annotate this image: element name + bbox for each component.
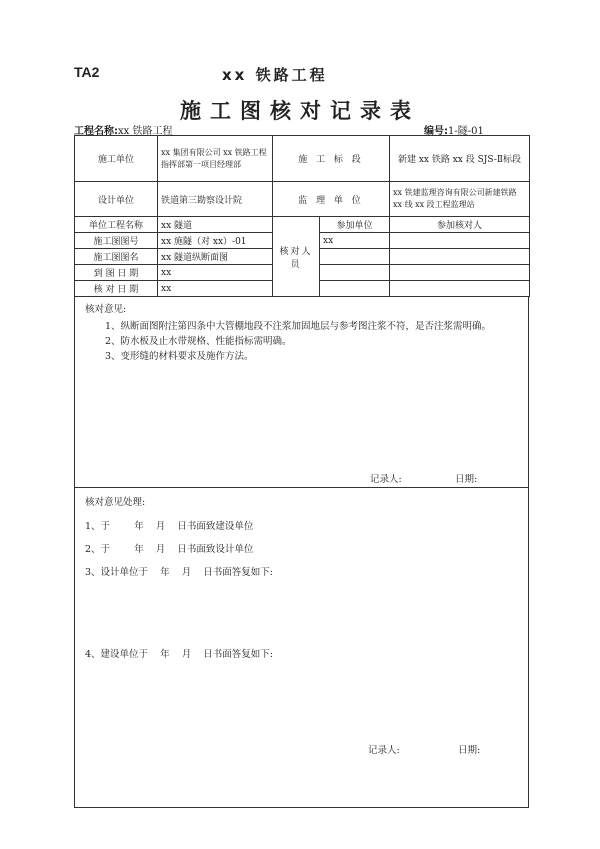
participant-person-2: [390, 249, 530, 265]
opinion-date-label: 日期:: [455, 474, 478, 485]
drawing-name-label: 施工图图名: [75, 249, 158, 265]
project-name-label: 工程名称:: [74, 126, 118, 137]
participant-person-4: [390, 281, 530, 297]
drawing-no-label: 施工图图号: [75, 233, 158, 249]
design-unit-label: 设计单位: [75, 182, 158, 217]
form-code: TA2: [74, 64, 100, 80]
opinion-item-1: 1、纵断面图附注第四条中大管棚地段不注浆加固地层与参考图注浆不符，是否注浆需明确。: [105, 321, 492, 332]
unit-project-value: xx 隧道: [158, 217, 273, 233]
section-label: 施 工 标 段: [273, 136, 390, 182]
participant-person-1: [390, 233, 530, 249]
handling-line-4: 4、建设单位于 年 月 日书面答复如下:: [85, 649, 273, 660]
arrival-date-value: xx: [158, 265, 273, 281]
drawing-name-value: xx 隧道纵断面图: [158, 249, 273, 265]
unit-project-label: 单位工程名称: [75, 217, 158, 233]
opinion-section: [74, 296, 529, 488]
project-title: xx 铁路工程: [222, 66, 328, 84]
supervision-value: xx 铁建监理咨询有限公司新建铁路 xx 线 xx 段工程监理站: [390, 182, 530, 217]
opinion-heading: 核对意见:: [85, 304, 127, 315]
handling-line-2: 2、于 年 月 日书面致设计单位: [85, 544, 254, 555]
participant-person-3: [390, 265, 530, 281]
opinion-recorder-label: 记录人:: [370, 474, 402, 485]
arrival-date-label: 到 图 日 期: [75, 265, 158, 281]
doc-no-label: 编号:: [424, 126, 448, 137]
handling-recorder-label: 记录人:: [368, 745, 400, 756]
design-unit-value: 铁道第三勘察设计院: [158, 182, 273, 217]
opinion-item-3: 3、变形缝的材料要求及施作方法。: [105, 351, 254, 362]
participant-unit-4: [320, 281, 390, 297]
handling-heading: 核对意见处理:: [85, 497, 146, 508]
supervision-label: 监 理 单 位: [273, 182, 390, 217]
opinion-item-2: 2、防水板及止水带规格、性能指标需明确。: [105, 336, 292, 347]
handling-line-1: 1、于 年 月 日书面致建设单位: [85, 521, 254, 532]
participant-unit-label: 参加单位: [320, 217, 390, 233]
handling-line-3: 3、设计单位于 年 月 日书面答复如下:: [85, 567, 273, 578]
participant-unit-1: xx: [320, 233, 390, 249]
check-date-label: 核 对 日 期: [75, 281, 158, 297]
check-date-value: xx: [158, 281, 273, 297]
form-title: 施工图核对记录表: [180, 99, 420, 123]
handling-section: [74, 487, 529, 808]
handling-date-label: 日期:: [458, 745, 481, 756]
info-table: [74, 135, 530, 297]
doc-no-value: 1-隧-01: [448, 126, 484, 137]
section-value: 新建 xx 铁路 xx 段 SJS-Ⅱ标段: [390, 136, 530, 182]
drawing-no-value: xx 施隧（对 xx）-01: [158, 233, 273, 249]
participant-unit-2: [320, 249, 390, 265]
participant-unit-3: [320, 265, 390, 281]
checker-label: 核对人员: [273, 217, 320, 297]
construction-unit-label: 施工单位: [75, 136, 158, 182]
participant-person-label: 参加核对人: [390, 217, 530, 233]
project-name-value: xx 铁路工程: [118, 126, 173, 137]
construction-unit-value: xx 集团有限公司 xx 铁路工程指挥部第一项目经理部: [158, 136, 273, 182]
